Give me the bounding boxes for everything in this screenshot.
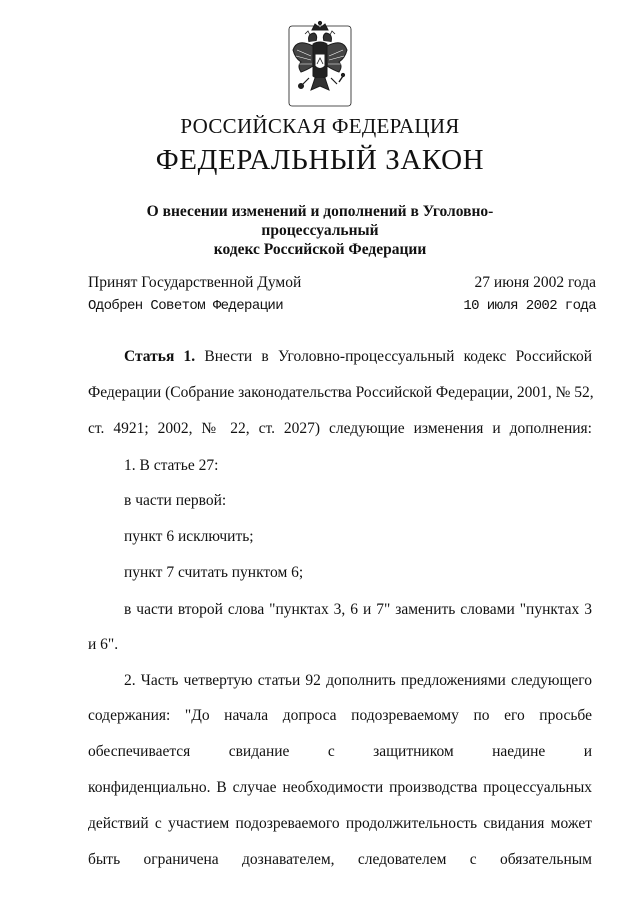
body-line — [124, 348, 592, 366]
body-line: быть ограничена дознавателем, следователем с обязательным — [88, 851, 592, 868]
law-subject — [100, 202, 540, 259]
duma-label: Принят Государственной Думой — [88, 274, 302, 291]
council-date: 10 июля 2002 года — [463, 298, 596, 314]
duma-date: 27 июня 2002 года — [474, 274, 596, 291]
body-line: содержания: "До начала допроса подозреваемому по его просьбе — [88, 707, 592, 724]
body-line: и 6". — [88, 636, 119, 653]
body-line: в части второй слова "пунктах 3, 6 и 7" заменить словами "пунктах 3 — [124, 601, 592, 618]
body-line: 1. В статье 27: — [124, 457, 219, 474]
country-name: РОССИЙСКАЯ ФЕДЕРАЦИЯ — [180, 114, 460, 138]
body-line: 2. Часть четвертую статьи 92 дополнить предложениями следующего — [124, 672, 592, 689]
law-type-title: ФЕДЕРАЛЬНЫЙ ЗАКОН — [155, 144, 485, 176]
council-label: Одобрен Советом Федерации — [88, 298, 284, 314]
body-line: ст. 4921; 2002, № 22, ст. 2027) следующие изменения и дополнения: — [88, 420, 592, 437]
body-line: пункт 7 считать пунктом 6; — [124, 564, 304, 581]
coat-of-arms-icon — [279, 20, 361, 110]
body-line: в части первой: — [124, 492, 227, 509]
body-line: действий с участием подозреваемого продолжительность свидания может — [88, 815, 592, 832]
body-line: пункт 6 исключить; — [124, 528, 254, 545]
article-intro: Внести в Уголовно-процессуальный кодекс Российской — [204, 348, 592, 365]
body-line: обеспечивается свидание с защитником наедине и — [88, 743, 592, 760]
body-line: конфиденциально. В случае необходимости производства процессуальных — [88, 779, 592, 796]
law-subject-line: О внесении изменений и дополнений в Уголовно-процессуальный — [146, 203, 494, 239]
law-subject-line: кодекс Российской Федерации — [213, 241, 427, 258]
body-line: Федерации (Собрание законодательства Российской Федерации, 2001, № 52, — [88, 384, 594, 401]
article-label: Статья 1. — [124, 348, 196, 365]
